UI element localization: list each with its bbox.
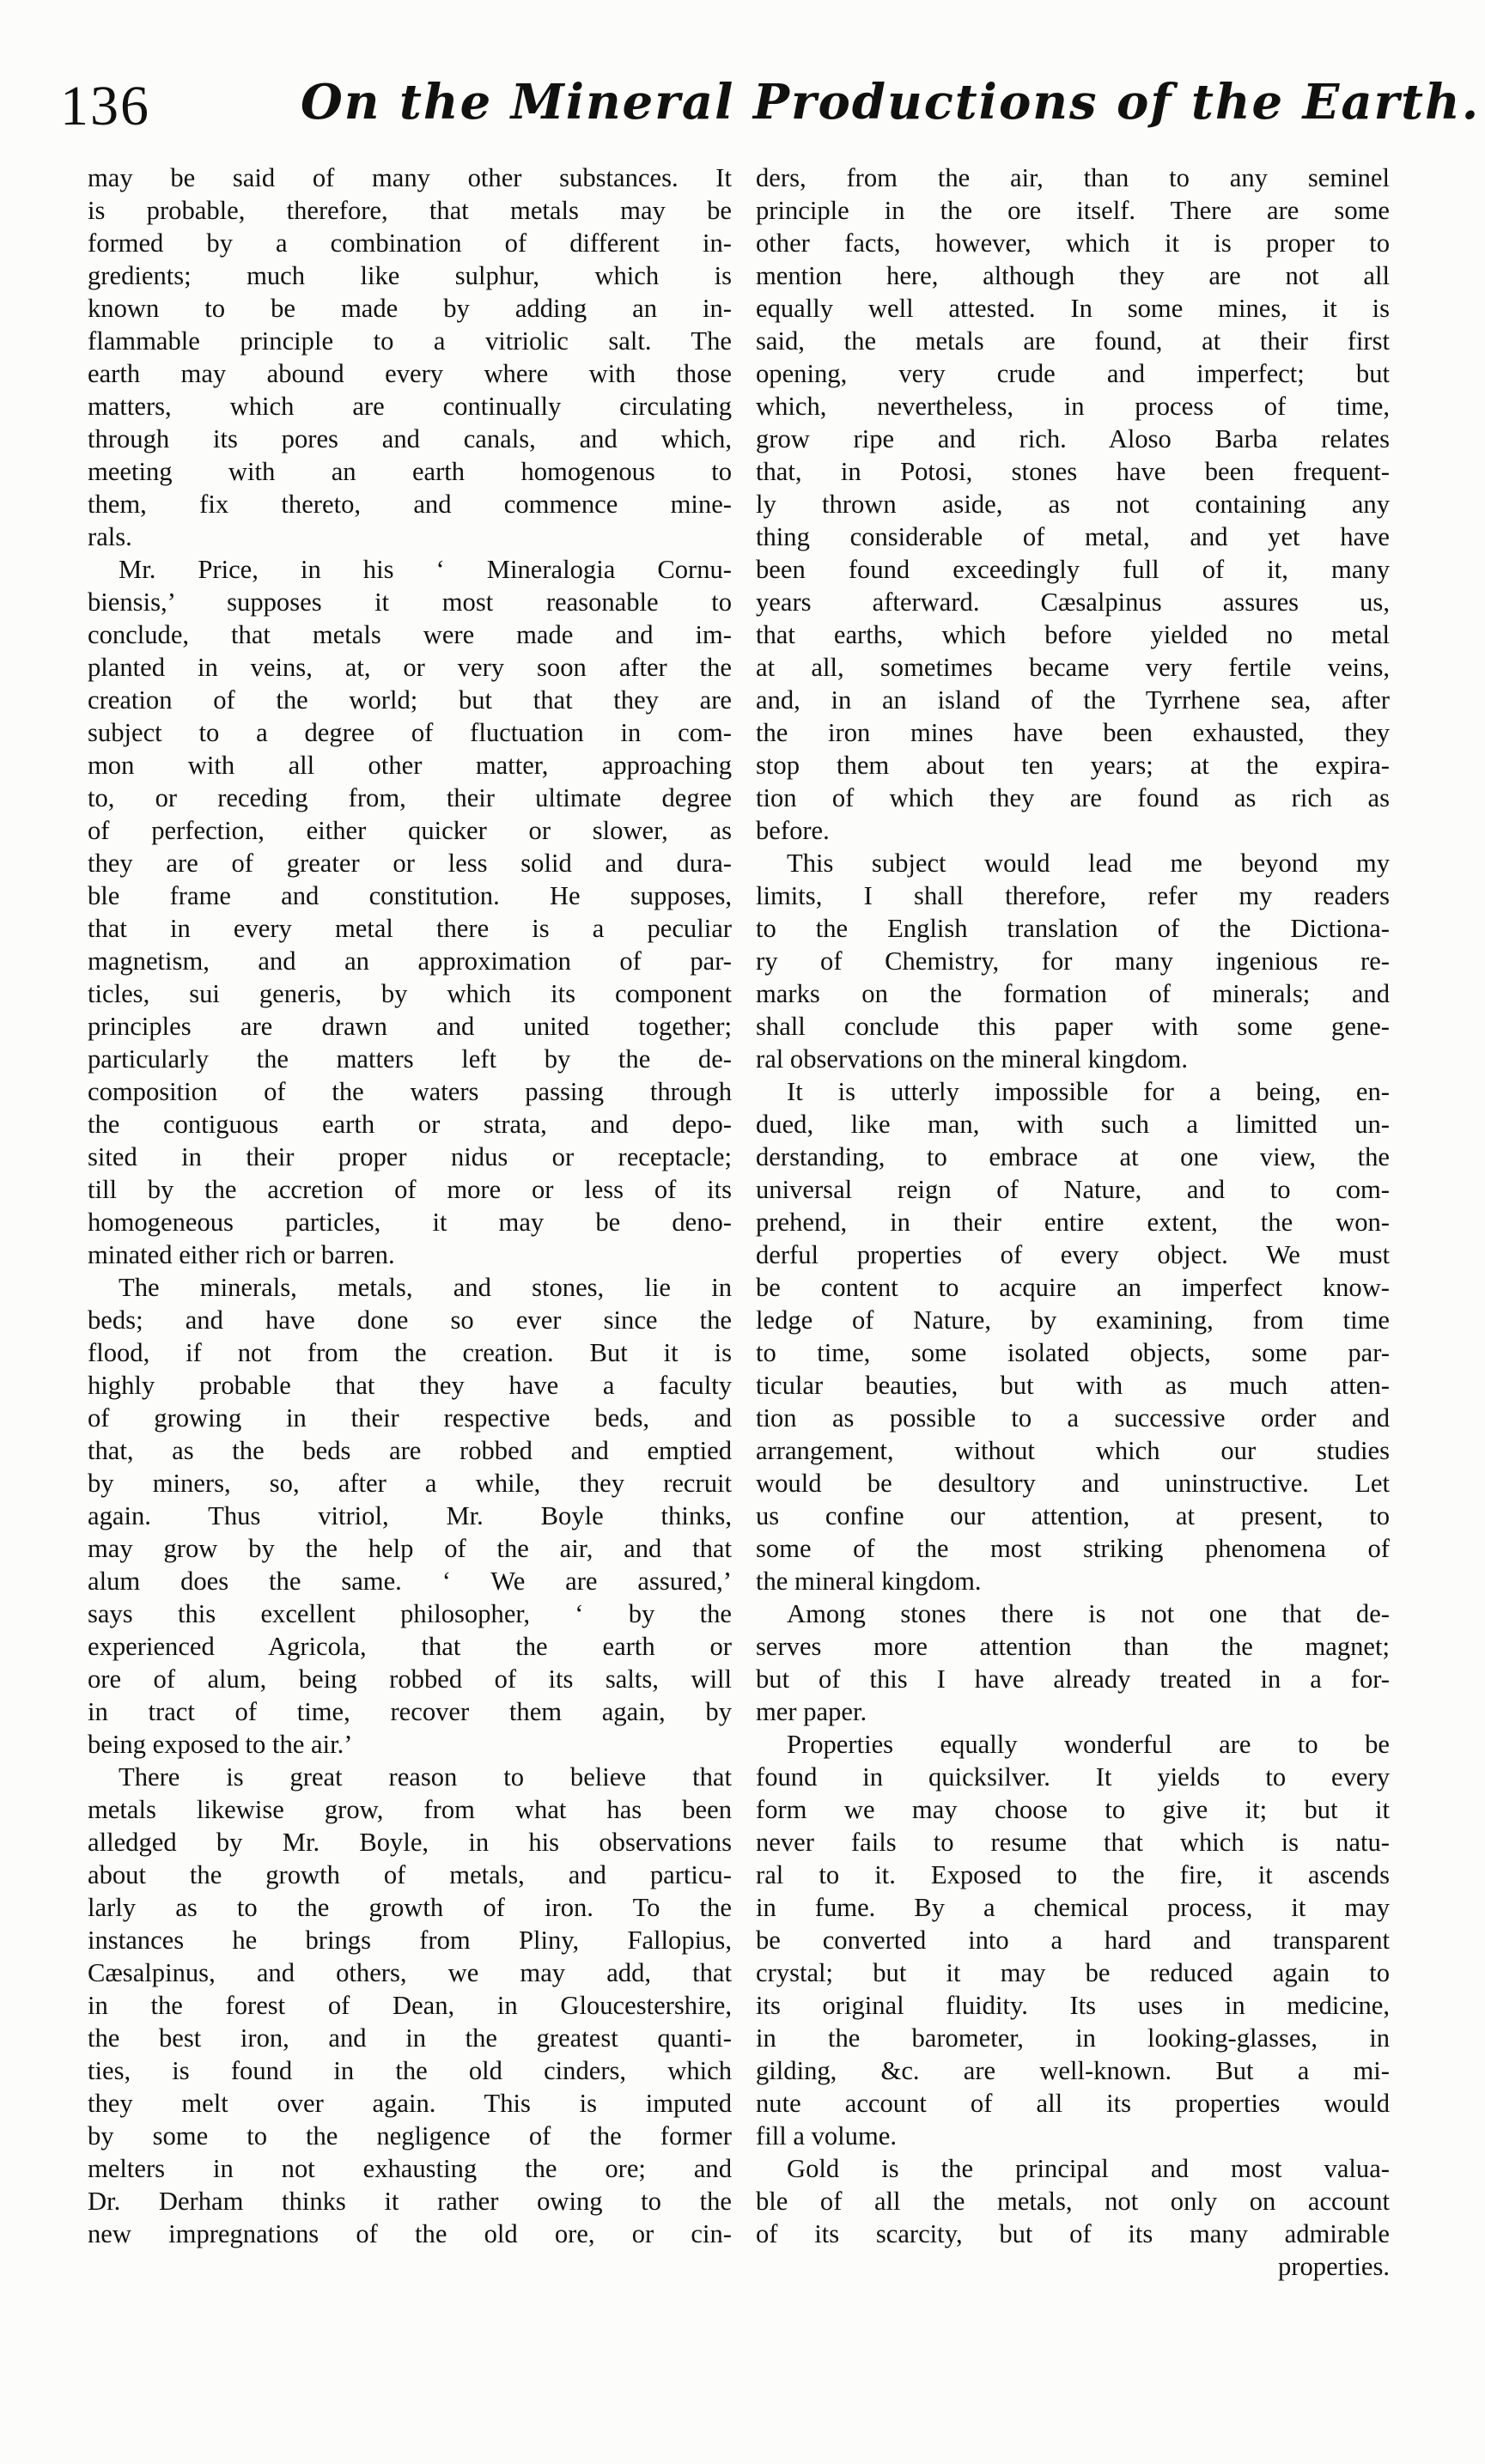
text-line: It is utterly impossible for a being, en- bbox=[787, 1077, 1390, 1106]
text-line: that, in Potosi, stones have been frequent- bbox=[756, 457, 1390, 486]
text-line: grow ripe and rich. Aloso Barba relates bbox=[756, 424, 1390, 453]
text-line: larly as to the growth of iron. To the bbox=[88, 1893, 732, 1922]
text-line: ral observations on the mineral kingdom. bbox=[756, 1044, 1188, 1074]
text-line: properties. bbox=[1278, 2252, 1390, 2281]
text-line: form we may choose to give it; but it bbox=[756, 1795, 1390, 1824]
text-line: magnetism, and an approximation of par- bbox=[88, 946, 732, 976]
text-line: tion as possible to a successive order and bbox=[756, 1403, 1390, 1433]
text-line: metals likewise grow, from what has been bbox=[88, 1795, 732, 1824]
text-line: would be desultory and uninstructive. Let bbox=[756, 1469, 1390, 1498]
running-title: On the Mineral Productions of the Earth. bbox=[301, 74, 1481, 131]
text-line: ble of all the metals, not only on account bbox=[756, 2187, 1390, 2216]
text-line: ledge of Nature, by examining, from time bbox=[756, 1305, 1390, 1335]
text-line: known to be made by adding an in- bbox=[88, 294, 732, 323]
text-line: derstanding, to embrace at one view, the bbox=[756, 1142, 1390, 1171]
text-line: in the barometer, in looking-glasses, in bbox=[756, 2023, 1390, 2053]
text-line: is probable, therefore, that metals may be bbox=[88, 196, 732, 225]
text-line: fill a volume. bbox=[756, 2121, 897, 2151]
text-line: ble frame and constitution. He supposes, bbox=[88, 881, 732, 910]
text-line: be content to acquire an imperfect know- bbox=[756, 1273, 1390, 1302]
text-line: earth may abound every where with those bbox=[88, 359, 732, 388]
text-line: they melt over again. This is imputed bbox=[88, 2089, 732, 2118]
text-line: Cæsalpinus, and others, we may add, that bbox=[88, 1958, 732, 1987]
text-line: by some to the negligence of the former bbox=[88, 2121, 732, 2151]
text-line: some of the most striking phenomena of bbox=[756, 1534, 1390, 1563]
text-line: principle in the ore itself. There are some bbox=[756, 196, 1390, 225]
text-line: till by the accretion of more or less of its bbox=[88, 1175, 732, 1204]
text-line: homogeneous particles, it may be deno- bbox=[88, 1208, 732, 1237]
text-line: be converted into a hard and transparent bbox=[756, 1926, 1390, 1955]
text-line: the iron mines have been exhausted, they bbox=[756, 718, 1390, 747]
text-line: limits, I shall therefore, refer my readers bbox=[756, 881, 1390, 910]
text-line: says this excellent philosopher, ‘ by the bbox=[88, 1599, 732, 1628]
text-line: at all, sometimes became very fertile veins, bbox=[756, 653, 1390, 682]
text-line: the contiguous earth or strata, and depo- bbox=[88, 1110, 732, 1139]
left-column bbox=[88, 161, 732, 2250]
text-line: ry of Chemistry, for many ingenious re- bbox=[756, 946, 1390, 976]
text-line: opening, very crude and imperfect; but bbox=[756, 359, 1390, 388]
text-line: gredients; much like sulphur, which is bbox=[88, 261, 732, 290]
text-line: prehend, in their entire extent, the won- bbox=[756, 1208, 1390, 1237]
text-line: principles are drawn and united together; bbox=[88, 1012, 732, 1041]
page-number: 136 bbox=[60, 75, 150, 137]
text-line: of its scarcity, but of its many admirable bbox=[756, 2219, 1390, 2248]
text-line: This subject would lead me beyond my bbox=[787, 849, 1390, 878]
text-line: highly probable that they have a faculty bbox=[88, 1371, 732, 1400]
text-line: formed by a combination of different in- bbox=[88, 228, 732, 258]
text-line: matters, which are continually circulating bbox=[88, 392, 732, 421]
text-line: minated either rich or barren. bbox=[88, 1240, 395, 1269]
text-line: crystal; but it may be reduced again to bbox=[756, 1958, 1390, 1987]
text-line: in the forest of Dean, in Gloucestershire, bbox=[88, 1991, 732, 2020]
text-line: new impregnations of the old ore, or cin- bbox=[88, 2219, 732, 2248]
text-line: about the growth of metals, and particu- bbox=[88, 1860, 732, 1889]
text-line: equally well attested. In some mines, it is bbox=[756, 294, 1390, 323]
text-line: in tract of time, recover them again, by bbox=[88, 1697, 732, 1726]
text-line: stop them about ten years; at the expira- bbox=[756, 751, 1390, 780]
text-line: ral to it. Exposed to the fire, it ascends bbox=[756, 1860, 1390, 1889]
text-line: instances he brings from Pliny, Fallopius, bbox=[88, 1926, 732, 1955]
text-line: ore of alum, being robbed of its salts, will bbox=[88, 1664, 732, 1694]
text-line: meeting with an earth homogenous to bbox=[88, 457, 732, 486]
text-line: that in every metal there is a peculiar bbox=[88, 914, 732, 943]
text-line: the best iron, and in the greatest quanti- bbox=[88, 2023, 732, 2053]
text-line: found in quicksilver. It yields to every bbox=[756, 1762, 1390, 1792]
text-line: arrangement, without which our studies bbox=[756, 1436, 1390, 1465]
text-line: they are of greater or less solid and dura- bbox=[88, 849, 732, 878]
text-line: but of this I have already treated in a for- bbox=[756, 1664, 1390, 1694]
text-line: beds; and have done so ever since the bbox=[88, 1305, 732, 1335]
text-line: shall conclude this paper with some gene- bbox=[756, 1012, 1390, 1041]
text-line: conclude, that metals were made and im- bbox=[88, 620, 732, 649]
text-line: us confine our attention, at present, to bbox=[756, 1501, 1390, 1530]
text-line: Dr. Derham thinks it rather owing to the bbox=[88, 2187, 732, 2216]
text-line: them, fix thereto, and commence mine- bbox=[88, 490, 732, 519]
text-line: Among stones there is not one that de- bbox=[787, 1599, 1390, 1628]
text-line: sited in their proper nidus or receptacle; bbox=[88, 1142, 732, 1171]
text-line: marks on the formation of minerals; and bbox=[756, 979, 1390, 1008]
text-line: The minerals, metals, and stones, lie in bbox=[119, 1273, 732, 1302]
text-line: may be said of many other substances. It bbox=[88, 163, 732, 192]
right-column bbox=[756, 161, 1390, 2283]
text-line: flood, if not from the creation. But it is bbox=[88, 1338, 732, 1367]
text-line: derful properties of every object. We must bbox=[756, 1240, 1390, 1269]
text-line: flammable principle to a vitriolic salt. The bbox=[88, 326, 732, 356]
text-line: before. bbox=[756, 816, 830, 845]
text-line: in fume. By a chemical process, it may bbox=[756, 1893, 1390, 1922]
text-line: composition of the waters passing through bbox=[88, 1077, 732, 1106]
text-line: ties, is found in the old cinders, which bbox=[88, 2056, 732, 2085]
text-line: to the English translation of the Dictiona- bbox=[756, 914, 1390, 943]
text-line: the mineral kingdom. bbox=[756, 1567, 982, 1596]
text-line: nute account of all its properties would bbox=[756, 2089, 1390, 2118]
text-line: never fails to resume that which is natu- bbox=[756, 1828, 1390, 1857]
text-line: planted in veins, at, or very soon after the bbox=[88, 653, 732, 682]
text-line: its original fluidity. Its uses in medicine, bbox=[756, 1991, 1390, 2020]
text-line: mention here, although they are not all bbox=[756, 261, 1390, 290]
text-line: subject to a degree of fluctuation in com- bbox=[88, 718, 732, 747]
text-line: may grow by the help of the air, and that bbox=[88, 1534, 732, 1563]
text-line: mon with all other matter, approaching bbox=[88, 751, 732, 780]
text-line: said, the metals are found, at their first bbox=[756, 326, 1390, 356]
text-line: tion of which they are found as rich as bbox=[756, 783, 1390, 812]
text-line: by miners, so, after a while, they recruit bbox=[88, 1469, 732, 1498]
text-line: other facts, however, which it is proper to bbox=[756, 228, 1390, 258]
text-line: years afterward. Cæsalpinus assures us, bbox=[756, 587, 1390, 617]
text-line: universal reign of Nature, and to com- bbox=[756, 1175, 1390, 1204]
text-line: Properties equally wonderful are to be bbox=[787, 1730, 1390, 1759]
text-line: There is great reason to believe that bbox=[119, 1762, 732, 1792]
text-line: alledged by Mr. Boyle, in his observations bbox=[88, 1828, 732, 1857]
text-line: alum does the same. ‘ We are assured,’ bbox=[88, 1567, 732, 1596]
text-line: ders, from the air, than to any seminel bbox=[756, 163, 1390, 192]
text-line: Gold is the principal and most valua- bbox=[787, 2154, 1390, 2183]
text-line: thing considerable of metal, and yet have bbox=[756, 522, 1390, 551]
text-line: melters in not exhausting the ore; and bbox=[88, 2154, 732, 2183]
page-header bbox=[60, 69, 1481, 146]
text-line: creation of the world; but that they are bbox=[88, 685, 732, 715]
text-line: that earths, which before yielded no metal bbox=[756, 620, 1390, 649]
text-line: mer paper. bbox=[756, 1697, 867, 1726]
text-line: been found exceedingly full of it, many bbox=[756, 555, 1390, 584]
text-line: gilding, &c. are well-known. But a mi- bbox=[756, 2056, 1390, 2085]
text-line: again. Thus vitriol, Mr. Boyle thinks, bbox=[88, 1501, 732, 1530]
text-line: through its pores and canals, and which, bbox=[88, 424, 732, 453]
text-line: ticular beauties, but with as much atten- bbox=[756, 1371, 1390, 1400]
text-line: to, or receding from, their ultimate degree bbox=[88, 783, 732, 812]
text-line: biensis,’ supposes it most reasonable to bbox=[88, 587, 732, 617]
text-line: being exposed to the air.’ bbox=[88, 1730, 353, 1759]
text-line: ticles, sui generis, by which its component bbox=[88, 979, 732, 1008]
text-line: dued, like man, with such a limitted un- bbox=[756, 1110, 1390, 1139]
text-line: rals. bbox=[88, 522, 132, 551]
text-line: serves more attention than the magnet; bbox=[756, 1632, 1390, 1661]
text-line: to time, some isolated objects, some par- bbox=[756, 1338, 1390, 1367]
text-line: that, as the beds are robbed and emptied bbox=[88, 1436, 732, 1465]
text-line: which, nevertheless, in process of time, bbox=[756, 392, 1390, 421]
text-line: of growing in their respective beds, and bbox=[88, 1403, 732, 1433]
text-line: ly thrown aside, as not containing any bbox=[756, 490, 1390, 519]
text-line: of perfection, either quicker or slower, as bbox=[88, 816, 732, 845]
text-line: and, in an island of the Tyrrhene sea, after bbox=[756, 685, 1390, 715]
text-line: Mr. Price, in his ‘ Mineralogia Cornu- bbox=[119, 555, 732, 584]
text-line: particularly the matters left by the de- bbox=[88, 1044, 732, 1074]
text-line: experienced Agricola, that the earth or bbox=[88, 1632, 732, 1661]
